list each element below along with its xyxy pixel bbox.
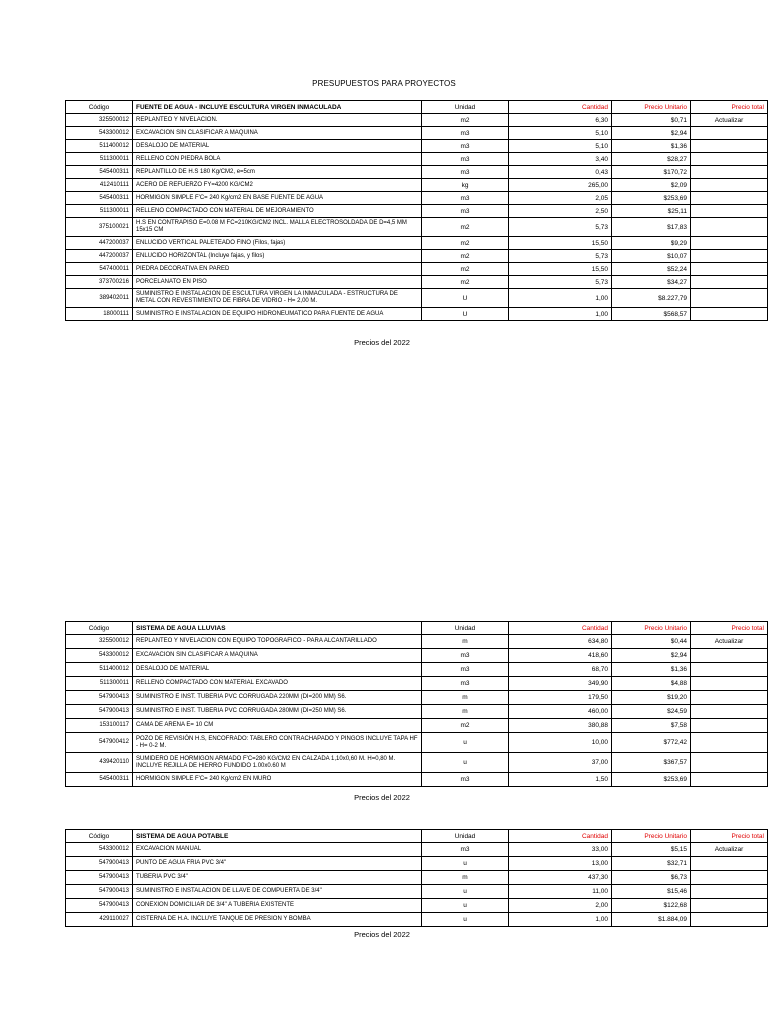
section-footer: Precios del 2022 [354, 793, 410, 802]
item-total [691, 705, 768, 719]
item-unit: m3 [422, 773, 509, 787]
item-unit-price: $2,94 [612, 127, 691, 140]
item-unit-price: $19,20 [612, 691, 691, 705]
item-quantity: 2,05 [509, 192, 612, 205]
actualizar-button[interactable]: Actualizar [691, 635, 768, 649]
item-unit: m2 [422, 237, 509, 250]
item-description: RELLENO COMPACTADO CON MATERIAL DE MEJORAMIENTO [133, 205, 422, 218]
item-quantity: 5,73 [509, 276, 612, 289]
item-total [691, 885, 768, 899]
table-row [66, 308, 768, 321]
item-total [691, 663, 768, 677]
table-row [66, 885, 768, 899]
item-code: 325500012 [66, 635, 133, 649]
item-unit: m3 [422, 192, 509, 205]
item-unit-price: $9,29 [612, 237, 691, 250]
table-row [66, 153, 768, 166]
item-total [691, 140, 768, 153]
item-unit: m3 [422, 843, 509, 857]
item-code: 547900413 [66, 899, 133, 913]
item-description: SUMINISTRO E INSTALACION DE EQUIPO HIDRONEUMATICO PARA FUENTE DE AGUA [133, 308, 422, 321]
table-header-row [66, 830, 768, 843]
item-unit: u [422, 733, 509, 753]
header-unit-price: Precio Unitario [612, 622, 691, 635]
item-unit-price: $28,27 [612, 153, 691, 166]
item-quantity: 15,50 [509, 237, 612, 250]
item-code: 543300012 [66, 127, 133, 140]
item-description: SUMINISTRO E INST. TUBERIA PVC CORRUGADA 220MM (DI=200 MM) S6. [133, 691, 422, 705]
item-unit-price: $1.884,09 [612, 913, 691, 927]
item-quantity: 68,70 [509, 663, 612, 677]
table-row [66, 140, 768, 153]
item-quantity: 2,00 [509, 899, 612, 913]
table-row [66, 773, 768, 787]
header-unit: Unidad [422, 622, 509, 635]
table-row [66, 635, 768, 649]
table-row [66, 719, 768, 733]
item-total [691, 250, 768, 263]
item-unit: m3 [422, 127, 509, 140]
item-description: DESALOJO DE MATERIAL [133, 663, 422, 677]
item-quantity: 460,00 [509, 705, 612, 719]
table-row [66, 192, 768, 205]
table-row [66, 250, 768, 263]
item-code: 547900412 [66, 733, 133, 753]
item-unit: m3 [422, 677, 509, 691]
item-unit-price: $4,88 [612, 677, 691, 691]
item-quantity: 13,00 [509, 857, 612, 871]
item-unit: u [422, 857, 509, 871]
item-unit: u [422, 753, 509, 773]
section-title: SISTEMA DE AGUA POTABLE [133, 830, 422, 843]
item-code: 429110027 [66, 913, 133, 927]
item-total [691, 691, 768, 705]
item-total [691, 649, 768, 663]
item-unit: m [422, 691, 509, 705]
item-quantity: 179,50 [509, 691, 612, 705]
item-unit-price: $24,59 [612, 705, 691, 719]
item-description: H.S EN CONTRAPISO E=0.08 M FC=210KG/CM2 INCL. MALLA ELECTROSOLDADA DE D=4,5 MM 15x15 CM [133, 218, 422, 237]
item-code: 375100021 [66, 218, 133, 237]
item-description: ACERO DE REFUERZO FY=4200 KG/CM2 [133, 179, 422, 192]
item-code: 545400311 [66, 166, 133, 179]
item-quantity: 380,88 [509, 719, 612, 733]
item-unit-price: $1,36 [612, 663, 691, 677]
item-unit-price: $253,69 [612, 773, 691, 787]
item-description: ENLUCIDO HORIZONTAL (Incluye fajas, y filos) [133, 250, 422, 263]
item-description: PUNTO DE AGUA FRIA PVC 3/4" [133, 857, 422, 871]
item-total [691, 308, 768, 321]
item-unit-price: $0,44 [612, 635, 691, 649]
item-unit-price: $367,57 [612, 753, 691, 773]
item-code: 547900413 [66, 885, 133, 899]
header-code: Código [66, 830, 133, 843]
item-unit: m3 [422, 140, 509, 153]
item-unit: kg [422, 179, 509, 192]
document-title: PRESUPUESTOS PARA PROYECTOS [312, 79, 456, 88]
item-code: 439420110 [66, 753, 133, 773]
item-code: 447200037 [66, 250, 133, 263]
item-quantity: 10,00 [509, 733, 612, 753]
item-unit: m [422, 871, 509, 885]
item-total [691, 871, 768, 885]
item-quantity: 37,00 [509, 753, 612, 773]
item-quantity: 437,30 [509, 871, 612, 885]
item-description: HORMIGON SIMPLE F'C= 240 Kg/cm2 EN MURO [133, 773, 422, 787]
item-unit-price: $5,15 [612, 843, 691, 857]
item-total [691, 153, 768, 166]
budget-table-fuente-de-agua [65, 100, 768, 321]
item-code: 547400011 [66, 263, 133, 276]
item-unit: m [422, 705, 509, 719]
item-unit: m2 [422, 218, 509, 237]
table-row [66, 289, 768, 308]
item-unit-price: $1,36 [612, 140, 691, 153]
item-code: 543300012 [66, 843, 133, 857]
section-title: SISTEMA DE AGUA LLUVIAS [133, 622, 422, 635]
item-unit: m3 [422, 649, 509, 663]
budget-table-agua-lluvias [65, 621, 768, 787]
item-unit-price: $772,42 [612, 733, 691, 753]
item-description: POZO DE REVISIÓN H.S, ENCOFRADO: TABLERO CONTRACHAPADO Y PINGOS INCLUYE TAPA HF - H= 0-2 M. [133, 733, 422, 753]
item-unit-price: $15,46 [612, 885, 691, 899]
item-code: 511300011 [66, 677, 133, 691]
table-row [66, 114, 768, 127]
item-quantity: 0,43 [509, 166, 612, 179]
item-total [691, 218, 768, 237]
item-total [691, 263, 768, 276]
table-row [66, 263, 768, 276]
item-description: CISTERNA DE H.A. INCLUYE TANQUE DE PRESION Y BOMBA [133, 913, 422, 927]
item-description: SUMIDERO DE HORMIGON ARMADO F'C=280 KG/CM2 EN CALZADA 1,10x0,60 M. H=0,80 M. INCLUYE REJILLA DE HIERRO FUNDIDO 1.00x0.60 M [133, 753, 422, 773]
item-unit: U [422, 308, 509, 321]
item-unit-price: $7,58 [612, 719, 691, 733]
item-description: ENLUCIDO VERTICAL PALETEADO FINO (Filos, fajas) [133, 237, 422, 250]
header-code: Código [66, 622, 133, 635]
item-unit-price: $25,11 [612, 205, 691, 218]
budget-table-agua-potable [65, 829, 768, 927]
item-unit-price: $0,71 [612, 114, 691, 127]
item-unit-price: $17,83 [612, 218, 691, 237]
item-code: 547900413 [66, 705, 133, 719]
table-row [66, 166, 768, 179]
table-row [66, 871, 768, 885]
item-description: RELLENO CON PIEDRA BOLA [133, 153, 422, 166]
item-quantity: 5,73 [509, 218, 612, 237]
section-footer: Precios del 2022 [354, 930, 410, 939]
table-header-row [66, 622, 768, 635]
table-row [66, 899, 768, 913]
item-total [691, 753, 768, 773]
item-description: REPLANTEO Y NIVELACION CON EQUIPO TOPOGRAFICO - PARA ALCANTARILLADO [133, 635, 422, 649]
item-total [691, 899, 768, 913]
table-row [66, 205, 768, 218]
item-unit: u [422, 885, 509, 899]
table-row [66, 127, 768, 140]
item-quantity: 1,00 [509, 289, 612, 308]
item-description: CONEXION DOMICILIAR DE 3/4" A TUBERIA EXISTENTE [133, 899, 422, 913]
item-unit-price: $2,94 [612, 649, 691, 663]
item-description: TUBERIA PVC 3/4" [133, 871, 422, 885]
header-total-price: Precio total [691, 101, 768, 114]
item-quantity: 2,50 [509, 205, 612, 218]
item-description: HORMIGON SIMPLE F'C= 240 Kg/cm2 EN BASE FUENTE DE AGUA [133, 192, 422, 205]
item-description: DESALOJO DE MATERIAL [133, 140, 422, 153]
item-code: 325500012 [66, 114, 133, 127]
item-unit-price: $10,07 [612, 250, 691, 263]
item-unit: m3 [422, 153, 509, 166]
item-unit: u [422, 899, 509, 913]
table-row [66, 705, 768, 719]
item-quantity: 418,60 [509, 649, 612, 663]
item-total [691, 857, 768, 871]
item-quantity: 1,00 [509, 308, 612, 321]
item-description: REPLANTEO Y NIVELACION. [133, 114, 422, 127]
item-quantity: 5,73 [509, 250, 612, 263]
header-quantity: Cantidad [509, 830, 612, 843]
item-quantity: 15,50 [509, 263, 612, 276]
header-unit: Unidad [422, 101, 509, 114]
item-total [691, 677, 768, 691]
table-row [66, 753, 768, 773]
item-total [691, 276, 768, 289]
item-code: 511400012 [66, 140, 133, 153]
header-code: Código [66, 101, 133, 114]
table-row [66, 663, 768, 677]
item-quantity: 5,10 [509, 127, 612, 140]
header-quantity: Cantidad [509, 622, 612, 635]
item-quantity: 33,00 [509, 843, 612, 857]
item-unit: m3 [422, 205, 509, 218]
item-unit-price: $6,73 [612, 871, 691, 885]
item-code: 511400012 [66, 663, 133, 677]
item-code: 545400311 [66, 773, 133, 787]
header-total-price: Precio total [691, 622, 768, 635]
item-unit-price: $253,69 [612, 192, 691, 205]
table-row [66, 218, 768, 237]
item-unit-price: $8.227,79 [612, 289, 691, 308]
item-unit: m2 [422, 719, 509, 733]
item-total [691, 733, 768, 753]
item-quantity: 1,00 [509, 913, 612, 927]
table-row [66, 649, 768, 663]
actualizar-button[interactable]: Actualizar [691, 114, 768, 127]
item-unit-price: $122,68 [612, 899, 691, 913]
item-total [691, 127, 768, 140]
item-unit: m2 [422, 114, 509, 127]
table-row [66, 677, 768, 691]
item-code: 547900413 [66, 691, 133, 705]
item-code: 547900413 [66, 871, 133, 885]
item-total [691, 773, 768, 787]
item-description: CAMA DE ARENA E= 10 CM [133, 719, 422, 733]
item-total [691, 237, 768, 250]
item-unit-price: $170,72 [612, 166, 691, 179]
section-title: FUENTE DE AGUA - INCLUYE ESCULTURA VIRGEN INMACULADA [133, 101, 422, 114]
item-code: 547900413 [66, 857, 133, 871]
table-header-row [66, 101, 768, 114]
item-quantity: 1,50 [509, 773, 612, 787]
item-unit: m2 [422, 250, 509, 263]
item-total [691, 166, 768, 179]
header-quantity: Cantidad [509, 101, 612, 114]
item-unit: m3 [422, 166, 509, 179]
item-description: PORCELANATO EN PISO [133, 276, 422, 289]
header-unit-price: Precio Unitario [612, 101, 691, 114]
item-code: 389402011 [66, 289, 133, 308]
item-quantity: 5,10 [509, 140, 612, 153]
item-code: 447200037 [66, 237, 133, 250]
item-unit: u [422, 913, 509, 927]
item-quantity: 265,00 [509, 179, 612, 192]
item-code: 18000111 [66, 308, 133, 321]
header-unit: Unidad [422, 830, 509, 843]
table-row [66, 913, 768, 927]
item-total [691, 205, 768, 218]
table-row [66, 276, 768, 289]
item-unit: U [422, 289, 509, 308]
item-description: RELLENO COMPACTADO CON MATERIAL EXCAVADO [133, 677, 422, 691]
item-code: 412410111 [66, 179, 133, 192]
item-code: 373700216 [66, 276, 133, 289]
table-row [66, 237, 768, 250]
item-total [691, 179, 768, 192]
item-code: 511300011 [66, 205, 133, 218]
table-row [66, 691, 768, 705]
item-code: 545400311 [66, 192, 133, 205]
item-quantity: 11,00 [509, 885, 612, 899]
item-description: EXCAVACION SIN CLASIFICAR A MAQUINA [133, 127, 422, 140]
item-code: 543300012 [66, 649, 133, 663]
item-unit: m2 [422, 263, 509, 276]
item-description: EXCAVACION SIN CLASIFICAR A MAQUINA [133, 649, 422, 663]
item-unit: m2 [422, 276, 509, 289]
actualizar-button[interactable]: Actualizar [691, 843, 768, 857]
table-row [66, 733, 768, 753]
item-quantity: 634,80 [509, 635, 612, 649]
item-total [691, 913, 768, 927]
item-code: 511300011 [66, 153, 133, 166]
item-unit-price: $568,57 [612, 308, 691, 321]
item-unit-price: $32,71 [612, 857, 691, 871]
item-description: SUMINISTRO E INSTALACION DE LLAVE DE COMPUERTA DE 3/4" [133, 885, 422, 899]
table-row [66, 857, 768, 871]
item-description: SUMINISTRO E INSTALACION DE ESCULTURA VIRGEN LA INMACULADA - ESTRUCTURA DE METAL CON REVESTIMIENTO DE FIBRA DE VIDRIO - H= 2,00 M. [133, 289, 422, 308]
item-quantity: 349,90 [509, 677, 612, 691]
item-unit-price: $34,27 [612, 276, 691, 289]
header-unit-price: Precio Unitario [612, 830, 691, 843]
table-row [66, 179, 768, 192]
item-total [691, 192, 768, 205]
item-description: REPLANTILLO DE H.S 180 Kg/CM2, e=5cm [133, 166, 422, 179]
item-total [691, 289, 768, 308]
table-row [66, 843, 768, 857]
item-total [691, 719, 768, 733]
item-unit-price: $2,09 [612, 179, 691, 192]
item-unit: m [422, 635, 509, 649]
item-quantity: 3,40 [509, 153, 612, 166]
section-footer: Precios del 2022 [354, 338, 410, 347]
item-unit-price: $52,24 [612, 263, 691, 276]
item-description: SUMINISTRO E INST. TUBERIA PVC CORRUGADA 280MM (DI=250 MM) S6. [133, 705, 422, 719]
item-description: EXCAVACION MANUAL [133, 843, 422, 857]
item-quantity: 6,30 [509, 114, 612, 127]
item-description: PIEDRA DECORATIVA EN PARED [133, 263, 422, 276]
item-code: 153100117 [66, 719, 133, 733]
item-unit: m3 [422, 663, 509, 677]
header-total-price: Precio total [691, 830, 768, 843]
